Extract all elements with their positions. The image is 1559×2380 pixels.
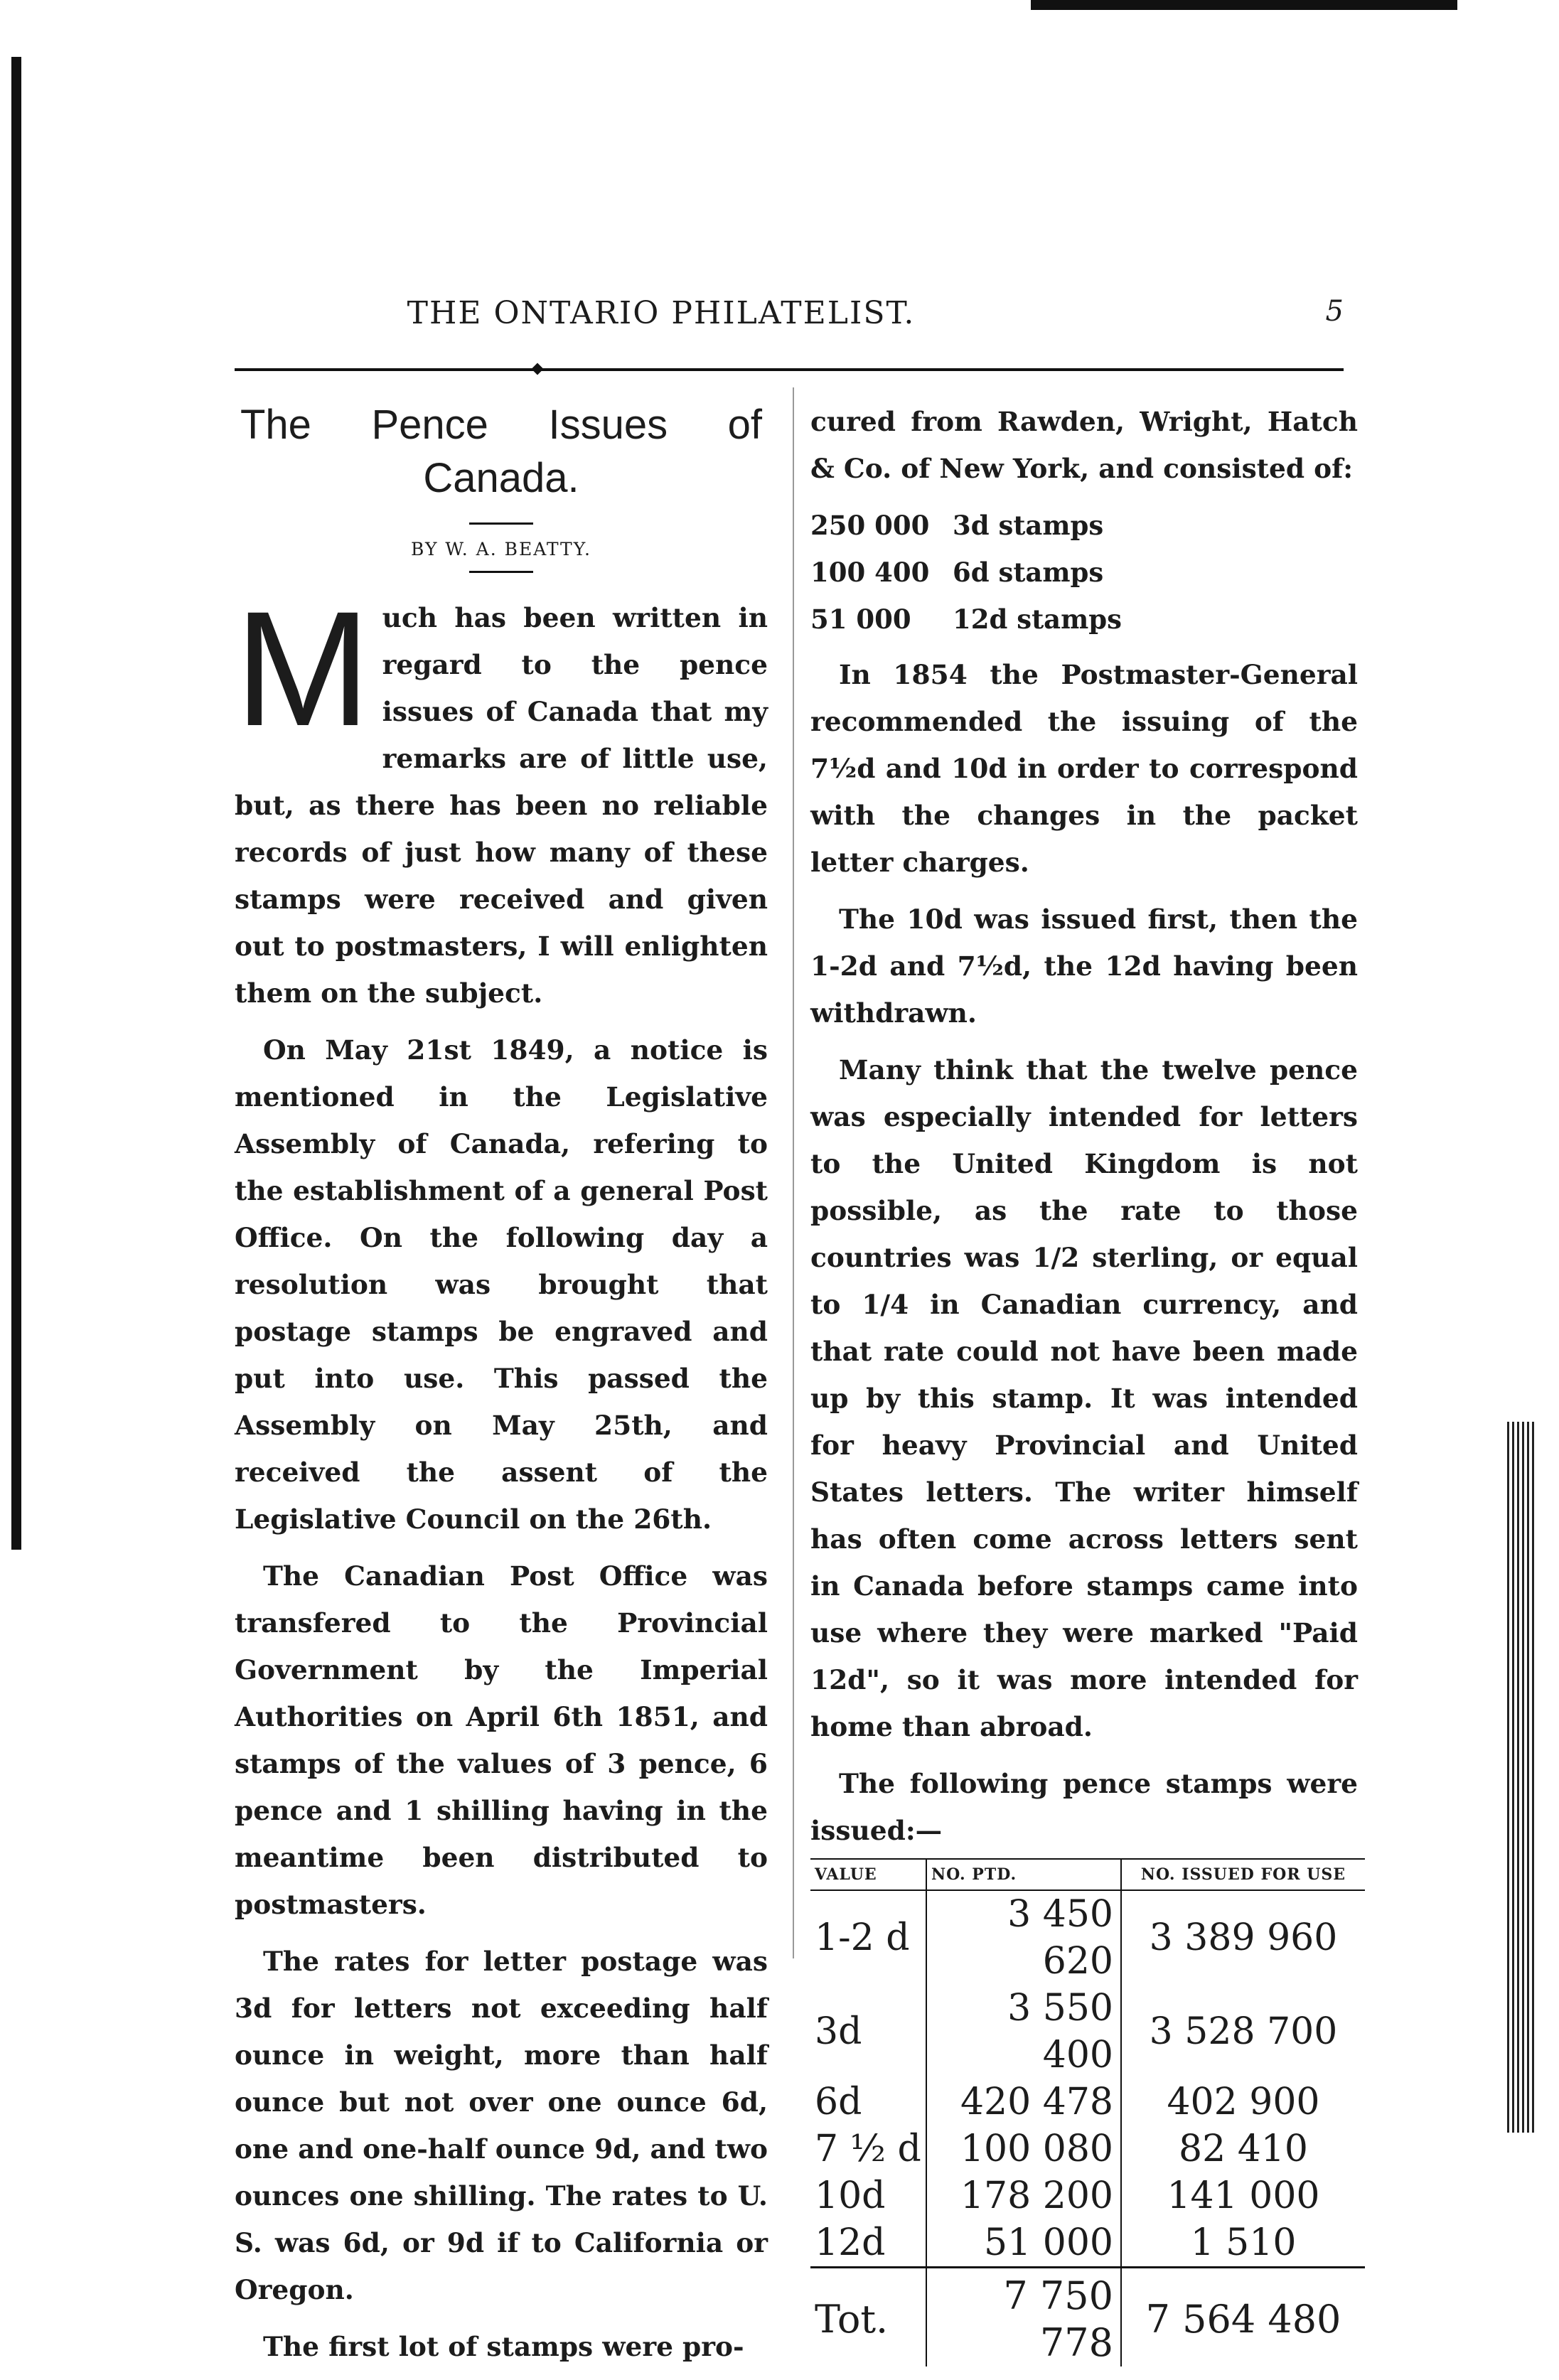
value-cell: 6d — [810, 2079, 926, 2126]
stock-count: 51 000 — [810, 604, 911, 635]
value-cell: 1-2 d — [810, 1890, 926, 1985]
value-cell: 7 ½ d — [810, 2126, 926, 2172]
table-total-row — [810, 2268, 1365, 2367]
column-divider — [793, 387, 794, 1958]
journal-title: THE ONTARIO PHILATELIST. — [407, 295, 916, 331]
paragraph: cured from Rawden, Wright, Hatch & Co. of New York, and consisted of: — [810, 406, 1358, 484]
stamp-issue-table — [810, 1858, 1365, 2366]
paragraph: On May 21st 1849, a notice is mentioned in the Legislative Assembly of Canada, refering to the establishment of a general Post Office. On the following day a resolution was brought that postage stamps be engraved and put into use. This passed the Assembly on May 25th, and received the assent of the Legislative Council on the 26th. — [235, 1034, 768, 1535]
byline-rule — [469, 571, 533, 573]
table-row — [810, 2172, 1365, 2219]
paragraph: Many think that the twelve pence was especially intended for letters to the United Kingdom is not possible, as the rate to those countries was 1/2 sterling, or equal to 1/4 in Canadian currency, and that rate could not have been made up by this stamp. It was intended for heavy Provincial and United States letters. The writer himself has often come across letters sent in Canada before stamps came into use where they were marked "Paid 12d", so it was more intended for home than abroad. — [810, 1054, 1358, 1742]
stock-label: 6d stamps — [953, 557, 1104, 588]
printed-cell: 178 200 — [926, 2172, 1121, 2219]
stock-count: 100 400 — [810, 557, 930, 588]
paragraph: The first lot of stamps were pro- — [263, 2330, 744, 2362]
printed-cell: 100 080 — [926, 2126, 1121, 2172]
total-issued: 7 564 480 — [1121, 2268, 1365, 2367]
title-word: The — [240, 402, 311, 448]
running-header — [235, 295, 1344, 338]
total-label: Tot. — [810, 2268, 926, 2367]
drop-cap: M — [235, 577, 371, 760]
page-number: 5 — [1325, 295, 1344, 328]
total-printed: 7 750 778 — [926, 2268, 1121, 2367]
title-word: of — [727, 402, 762, 448]
paragraph — [235, 577, 768, 1017]
value-cell: 12d — [810, 2219, 926, 2268]
table-row — [810, 1890, 1365, 1985]
table-row — [810, 2126, 1365, 2172]
issued-cell: 82 410 — [1179, 2128, 1308, 2170]
stock-line — [810, 502, 1358, 549]
table-header-row — [810, 1859, 1365, 1890]
stock-label: 12d stamps — [953, 604, 1122, 635]
table-row — [810, 1985, 1365, 2079]
column-header: NO. PTD. — [926, 1859, 1121, 1890]
title-word: Issues — [548, 402, 668, 448]
issued-cell: 141 000 — [1167, 2175, 1320, 2217]
table-row — [810, 2079, 1365, 2126]
title-word: Pence — [371, 402, 488, 448]
scan-edge-right — [1507, 1422, 1536, 2133]
scan-edge-left — [11, 57, 21, 1550]
article-title — [235, 398, 768, 505]
issued-cell: 402 900 — [1167, 2081, 1320, 2123]
title-line-2: Canada. — [423, 455, 579, 502]
stock-line — [810, 596, 1358, 643]
issued-cell: 3 389 960 — [1149, 1917, 1338, 1959]
stock-label: 3d stamps — [953, 510, 1104, 541]
column-header: VALUE — [810, 1859, 926, 1890]
printed-cell: 420 478 — [926, 2079, 1121, 2126]
issued-cell: 1 510 — [1190, 2221, 1297, 2264]
scan-edge-top — [1031, 0, 1457, 10]
right-column — [810, 398, 1358, 2366]
stock-count: 250 000 — [810, 510, 930, 541]
value-cell: 3d — [810, 1985, 926, 2079]
paragraph-text: uch has been written in regard to the pence issues of Canada that my remarks are of little use, but, as there has been no reliable records of just how many of these stamps were received and given out to postmasters, I will enlighten them on the subject. — [235, 601, 768, 1009]
printed-cell: 51 000 — [926, 2219, 1121, 2268]
printed-cell: 3 450 620 — [926, 1890, 1121, 1985]
value-cell: 10d — [810, 2172, 926, 2219]
left-column — [235, 398, 768, 2380]
issued-cell: 3 528 700 — [1149, 2010, 1338, 2053]
byline: BY W. A. BEATTY. — [411, 538, 591, 559]
rule-ornament — [532, 363, 544, 375]
table-row — [810, 2219, 1365, 2268]
paragraph: The 10d was issued first, then the 1-2d and 7½d, the 12d having been withdrawn. — [810, 904, 1358, 1029]
column-header: NO. ISSUED FOR USE — [1121, 1859, 1365, 1890]
paragraph: The following pence stamps were issued:— — [810, 1768, 1358, 1846]
title-rule — [469, 522, 533, 525]
header-rule — [235, 368, 1344, 371]
stock-line — [810, 549, 1358, 596]
paragraph: The rates for letter postage was 3d for letters not exceeding half ounce in weight, more than half ounce but not over one ounce 6d, one and one-half ounce 9d, and two ounces one shilling. The rates to U. S. was 6d, or 9d if to California or Oregon. — [235, 1945, 768, 2305]
printed-cell: 3 550 400 — [926, 1985, 1121, 2079]
paragraph: In 1854 the Postmaster-General recommended the issuing of the 7½d and 10d in order to correspond with the changes in the packet letter charges. — [810, 659, 1358, 878]
paragraph: The Canadian Post Office was transfered to the Provincial Government by the Imperial Authorities on April 6th 1851, and stamps of the values of 3 pence, 6 pence and 1 shilling having in the meantime been distributed to postmasters. — [235, 1560, 768, 1920]
